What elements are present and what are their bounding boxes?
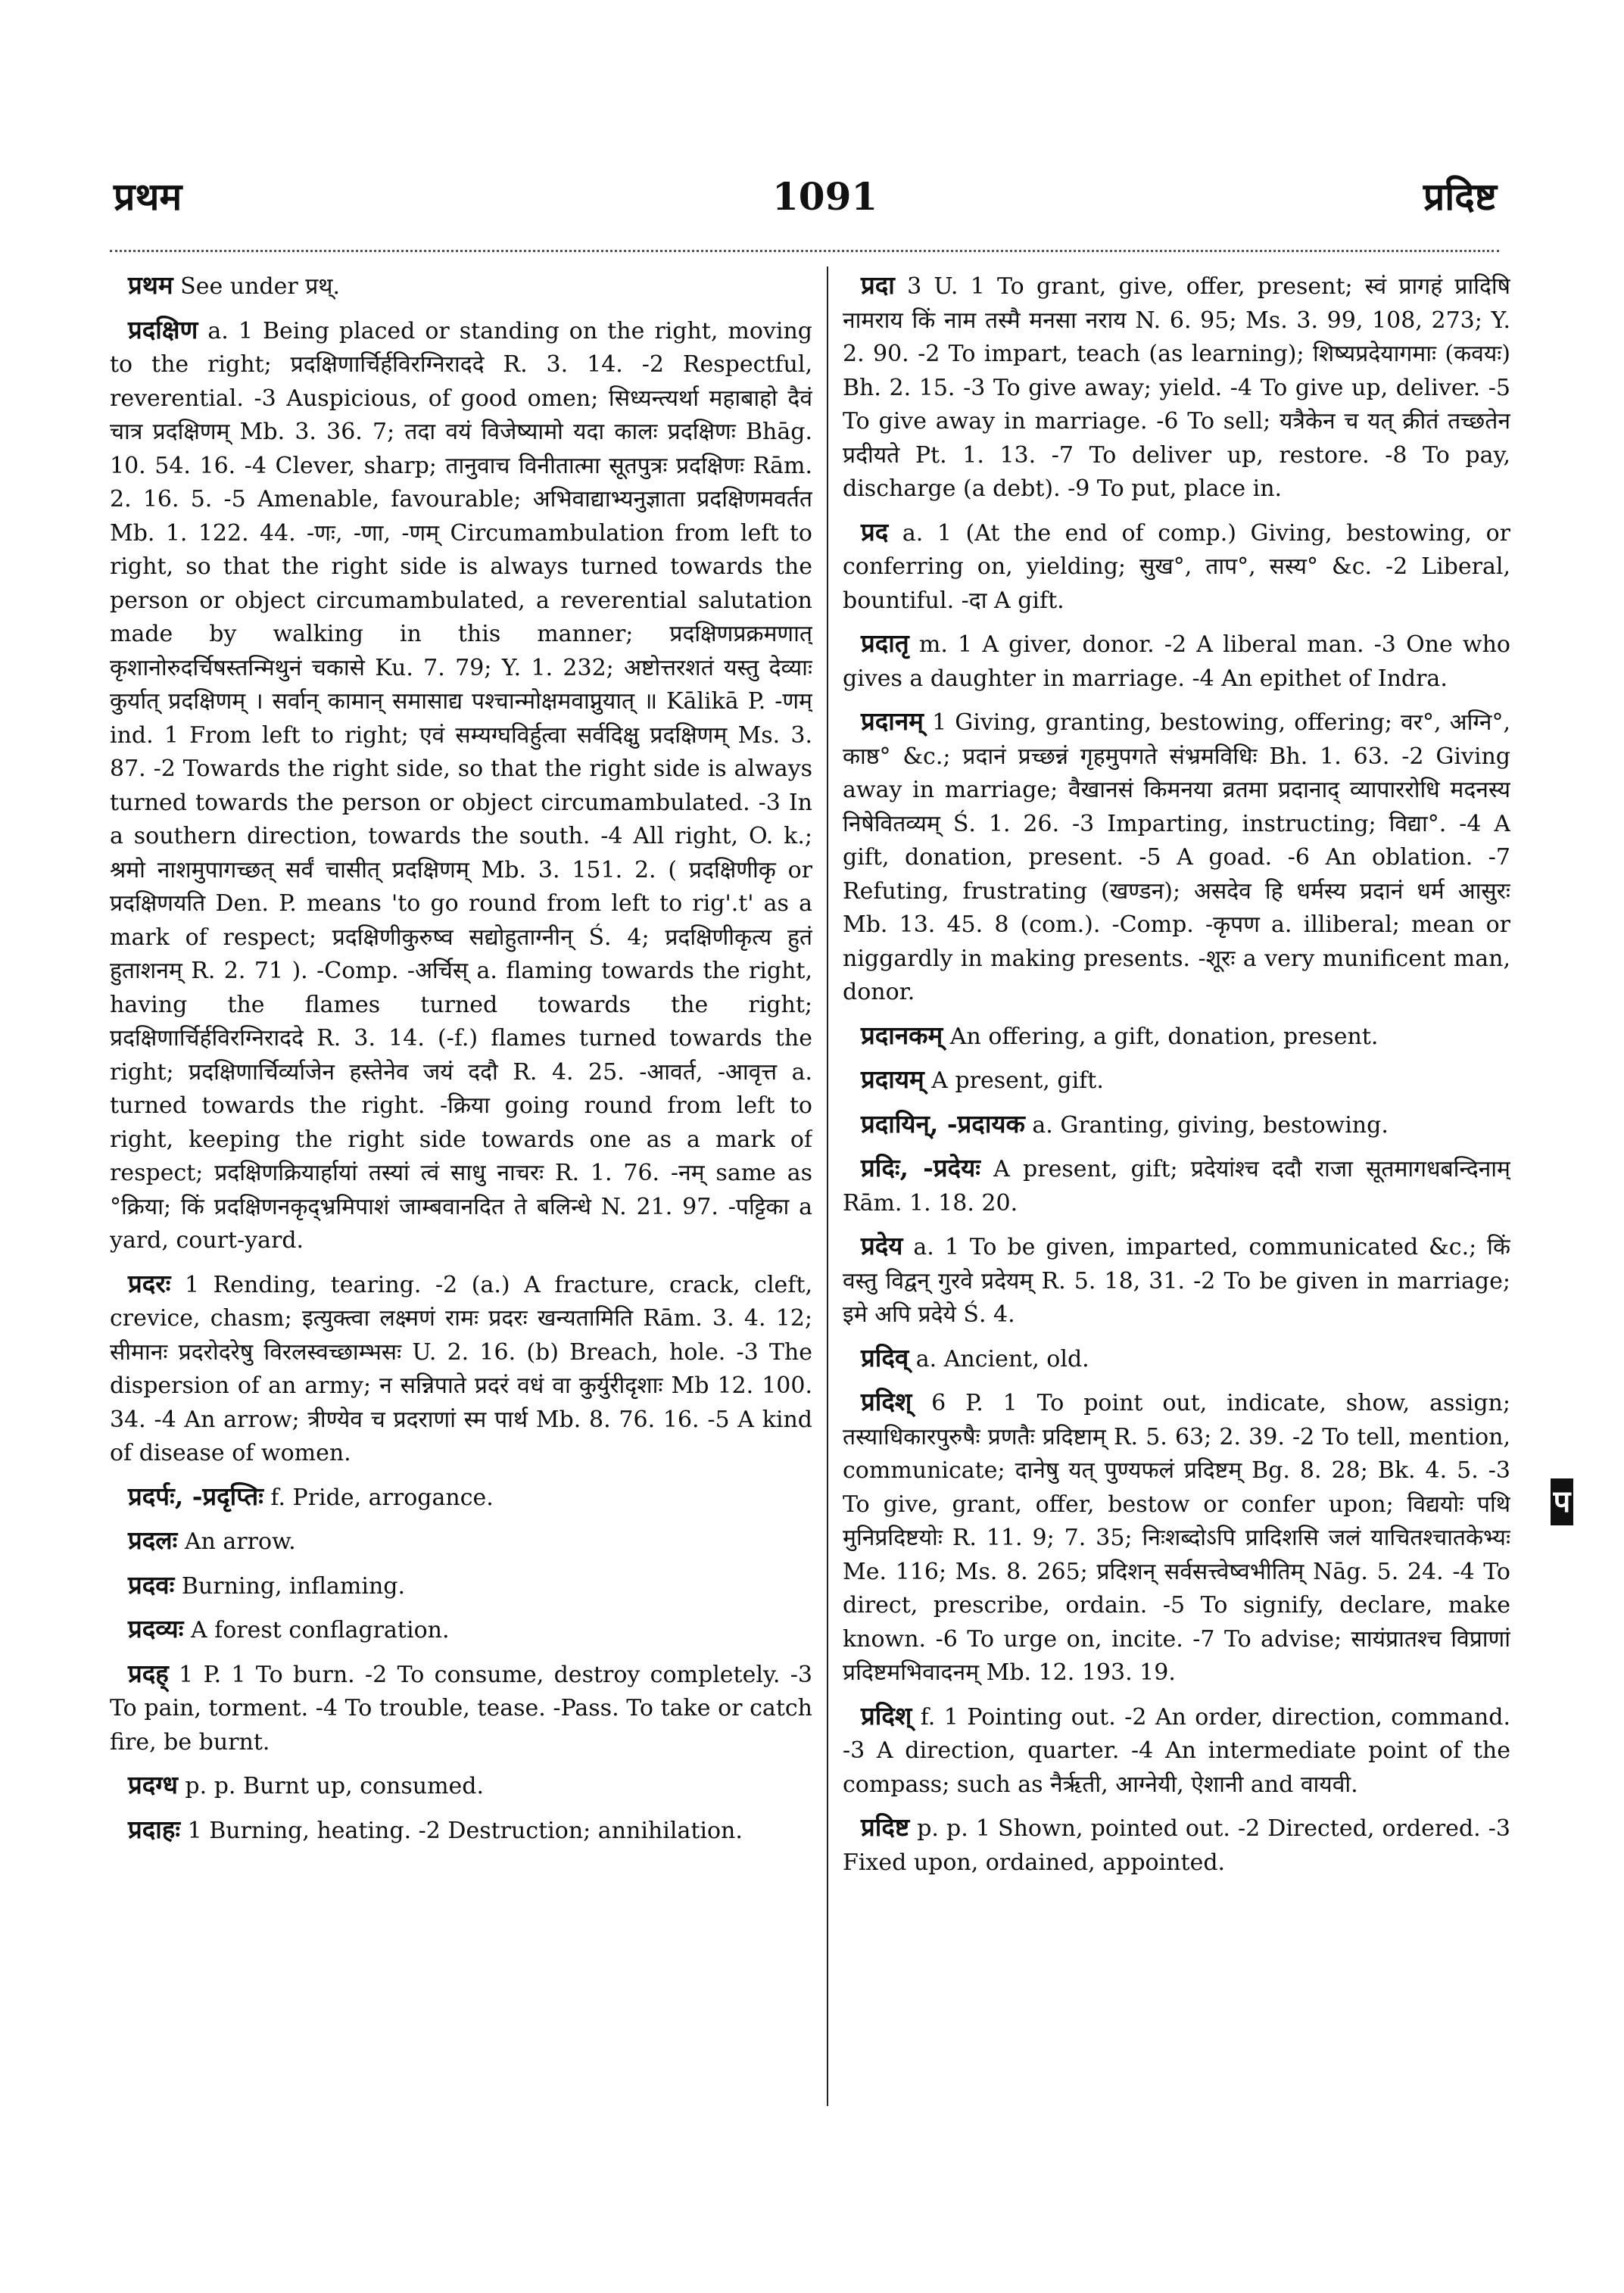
entry-definition: See under प्रथ्.: [180, 273, 341, 300]
entry-definition: a. 1 To be given, imparted, communicated &c.; किं वस्तु विद्वन् गुरवे प्रदेयम् R. 5. 18, 31. -2 To be given in marriage; इमे अपि प्रदेये Ś. 4.: [843, 1234, 1510, 1328]
entry-headword: प्रदह्: [128, 1658, 169, 1688]
dictionary-entry: [110, 1480, 812, 1516]
entry-headword: प्रदातृ: [861, 628, 909, 658]
entry-headword: प्रदलः: [128, 1525, 178, 1555]
entry-headword: प्रदिश्: [861, 1387, 912, 1416]
entry-definition: 1 P. 1 To burn. -2 To consume, destroy completely. -3 To pain, torment. -4 To trouble, tease. -Pass. To take or catch fire, be burnt.: [110, 1661, 812, 1756]
thumb-index-tab: प: [1551, 1478, 1573, 1525]
entry-definition: f. 1 Pointing out. -2 An order, direction, command. -3 A direction, quarter. -4 An intermediate point of the compass; such as नैर्ऋती, आग्नेयी, ऐशानी and वायवी.: [843, 1703, 1510, 1798]
entry-headword: प्रदानकम्: [861, 1020, 943, 1050]
dictionary-entry: [843, 516, 1510, 618]
entry-headword: प्रदाहः: [128, 1814, 181, 1844]
dictionary-entry: [843, 1108, 1510, 1143]
entry-headword: प्रदानम्: [861, 706, 924, 736]
page-number: 1091: [772, 174, 878, 219]
entry-headword: प्रदग्ध: [128, 1770, 178, 1799]
entry-definition: a. Granting, giving, bestowing.: [1032, 1111, 1389, 1139]
entry-definition: An offering, a gift, donation, present.: [949, 1023, 1379, 1050]
entry-headword: प्रदव्यः: [128, 1614, 184, 1643]
dictionary-entry: [110, 1813, 812, 1849]
dictionary-entry: [843, 1699, 1510, 1802]
entry-definition: a. 1 (At the end of comp.) Giving, bestowing, or conferring on, yielding; सुख°, ताप°, सस्य° &c. -2 Liberal, bountiful. -दा A gift.: [843, 519, 1510, 614]
header-divider: [110, 250, 1499, 252]
dictionary-entry: [110, 1569, 812, 1604]
dictionary-entry: [843, 1019, 1510, 1055]
left-column: [110, 269, 812, 2252]
entry-definition: p. p. Burnt up, consumed.: [185, 1773, 485, 1799]
entry-headword: प्रदा: [861, 270, 895, 300]
dictionary-entry: [843, 1063, 1510, 1098]
entry-headword: प्रदिः, -प्रदेयः: [861, 1153, 980, 1182]
entry-headword: प्रथम: [128, 270, 173, 300]
entry-definition: m. 1 A giver, donor. -2 A liberal man. -3 One who gives a daughter in marriage. -4 An epithet of Indra.: [843, 631, 1510, 692]
entry-headword: प्रदिश्: [861, 1700, 912, 1731]
entry-headword: प्रदर्पः, -प्रदृप्तिः: [128, 1481, 263, 1511]
entry-definition: Burning, inflaming.: [181, 1572, 406, 1600]
dictionary-entry: [110, 1524, 812, 1559]
dictionary-entry: [110, 1267, 812, 1471]
dictionary-entry: [110, 1657, 812, 1760]
entry-definition: A present, gift.: [931, 1067, 1104, 1094]
dictionary-entry: [843, 705, 1510, 1010]
dictionary-entry: [110, 269, 812, 304]
right-column: [843, 269, 1510, 2252]
entry-definition: 1 Rending, tearing. -2 (a.) A fracture, crack, cleft, crevice, chasm; इत्युक्त्वा लक्ष्मणं रामः प्रदरः खन्यतामिति Rām. 3. 4. 12; सीमानः प्रदरोदरेषु विरलस्वच्छाम्भसः U. 2. 16. (b) Breach, hole. -3 The dispersion of an army; न सन्निपाते प्रदरं वधं वा कुर्युरीदृशाः Mb 12. 100. 34. -4 An arrow; त्रीण्येव च प्रदराणां स्म पार्थ Mb. 8. 76. 16. -5 A kind of disease of women.: [110, 1271, 812, 1466]
entry-headword: प्रदवः: [128, 1569, 175, 1600]
dictionary-entry: [110, 313, 812, 1258]
dictionary-entry: [843, 1385, 1510, 1690]
entry-headword: प्रद: [861, 516, 889, 547]
dictionary-entry: [110, 1612, 812, 1648]
entry-headword: प्रदायम्: [861, 1064, 924, 1094]
entry-definition: A present, gift; प्रदेयांश्च ददौ राजा सूतमागधबन्दिनाम् Rām. 1. 18. 20.: [843, 1156, 1510, 1217]
entry-definition: 3 U. 1 To grant, give, offer, present; स्वं प्रागहं प्रादिषि नामराय किं नाम तस्मै मनसा नराय N. 6. 95; Ms. 3. 99, 108, 273; Y. 2. 90. -2 To impart, teach (as learning); शिष्यप्रदेयागमाः (कवयः) Bh. 2. 15. -3 To give away; yield. -4 To give up, deliver. -5 To give away in marriage. -6 To sell; यत्रैकेन च यत् क्रीतं तच्छतेन प्रदीयते Pt. 1. 13. -7 To deliver up, restore. -8 To pay, discharge (a debt). -9 To put, place in.: [843, 273, 1510, 502]
entry-headword: प्रदक्षिण: [128, 314, 198, 344]
entry-definition: A forest conflagration.: [190, 1617, 450, 1643]
entry-definition: An arrow.: [184, 1528, 296, 1555]
dictionary-entry: [843, 1151, 1510, 1220]
dictionary-entry: [843, 1341, 1510, 1377]
header-right-guide-word: प्रदिष्ट: [1423, 174, 1497, 219]
dictionary-entry: [843, 627, 1510, 696]
entry-definition: p. p. 1 Shown, pointed out. -2 Directed, ordered. -3 Fixed upon, ordained, appointed.: [843, 1815, 1510, 1876]
entry-headword: प्रदरः: [128, 1268, 171, 1298]
entry-definition: a. Ancient, old.: [915, 1345, 1089, 1372]
entry-definition: 1 Burning, heating. -2 Destruction; annihilation.: [187, 1817, 743, 1844]
dictionary-entry: [843, 269, 1510, 506]
dictionary-entry: [843, 1811, 1510, 1880]
dictionary-entry: [110, 1768, 812, 1804]
entry-definition: f. Pride, arrogance.: [270, 1484, 494, 1511]
entry-definition: a. 1 Being placed or standing on the right, moving to the right; प्रदक्षिणार्चिर्हविरग्निराददे R. 3. 14. -2 Respectful, reverential. -3 Auspicious, of good omen; सिध्यन्त्यर्था महाबाहो दैवं चात्र प्रदक्षिणम् Mb. 3. 36. 7; तदा वयं विजेष्यामो यदा कालः प्रदक्षिणः Bhāg. 10. 54. 16. -4 Clever, sharp; तानुवाच विनीतात्मा सूतपुत्रः प्रदक्षिणः Rām. 2. 16. 5. -5 Amenable, favourable; अभिवाद्याभ्यनुज्ञाता प्रदक्षिणमवर्तत Mb. 1. 122. 44. -णः, -णा, -णम् Circumambulation from left to right, so that the right side is always turned towards the person or object circumambulated, a reverential salutation made by walking in this manner; प्रदक्षिणप्रक्रमणात् कृशानोरुदर्चिषस्तन्मिथुनं चकासे Ku. 7. 79; Y. 1. 232; अष्टोत्तरशतं यस्तु देव्याः कुर्यात् प्रदक्षिणम् । सर्वान् कामान् समासाद्य पश्चान्मोक्षमवाप्नुयात् ॥ Kālikā P. -णम् ind. 1 From left to right; एवं सम्यग्घविर्हुत्वा सर्वदिक्षु प्रदक्षिणम् Ms. 3. 87. -2 Towards the right side, so that the right side is always turned towards the person or object circumambulated. -3 In a southern direction, towards the south. -4 All right, O. k.; श्रमो नाशमुपागच्छत् सर्वं चासीत् प्रदक्षिणम् Mb. 3. 151. 2. ( प्रदक्षिणीकृ or प्रदक्षिणयति Den. P. means 'to go round from left to rig'.t' as a mark of respect; प्रदक्षिणीकुरुष्व सद्योहुताग्नीन् Ś. 4; प्रदक्षिणीकृत्य हुतं हुताशनम् R. 2. 71 ). -Comp. -अर्चिस् a. flaming towards the right, having the flames turned towards the right; प्रदक्षिणार्चिर्हविरग्निराददे R. 3. 14. (-f.) flames turned towards the right; प्रदक्षिणार्चिर्व्याजेन हस्तेनेव जयं ददौ R. 4. 25. -आवर्त, -आवृत्त a. turned towards the right. -क्रिया going round from left to right, keeping the right side towards one as a mark of respect; प्रदक्षिणक्रियार्हायां तस्यां त्वं साधु नाचरः R. 1. 76. -नम् same as °क्रिया; किं प्रदक्षिणनकृद्भ्रमिपाशं जाम्बवानदित ते बलिन्धे N. 21. 97. -पट्टिका a yard, court-yard.: [110, 317, 812, 1254]
column-divider: [827, 266, 828, 2106]
entry-headword: प्रदिष्ट: [861, 1812, 910, 1842]
header-left-guide-word: प्रथम: [114, 174, 182, 219]
entry-headword: प्रदायिन्, -प्रदायक: [861, 1108, 1025, 1139]
entry-headword: प्रदेय: [861, 1231, 903, 1260]
entry-definition: 1 Giving, granting, bestowing, offering; वर°, अग्नि°, काष्ठ° &c.; प्रदानं प्रच्छन्नं गृहमुपगते संभ्रमविधिः Bh. 1. 63. -2 Giving away in marriage; वैखानसं किमनया व्रतमा प्रदानाद् व्यापाररोधि मदनस्य निषेवितव्यम् Ś. 1. 26. -3 Imparting, instructing; विद्या°. -4 A gift, donation, present. -5 A goad. -6 An oblation. -7 Refuting, frustrating (खण्डन); असदेव हि धर्मस्य प्रदानं धर्म आसुरः Mb. 13. 45. 8 (com.). -Comp. -कृपण a. illiberal; mean or niggardly in making presents. -शूरः a very munificent man, donor.: [843, 709, 1510, 1005]
dictionary-entry: [843, 1229, 1510, 1332]
entry-headword: प्रदिव्: [861, 1342, 909, 1372]
entry-definition: 6 P. 1 To point out, indicate, show, assign; तस्याधिकारपुरुषैः प्रणतैः प्रदिष्टाम् R. 5. 63; 2. 39. -2 To tell, mention, communicate; दानेषु यत् पुण्यफलं प्रदिष्टम् Bg. 8. 28; Bk. 4. 5. -3 To give, grant, offer, bestow or confer upon; विद्ययोः पथि मुनिप्रदिष्टयोः R. 11. 9; 7. 35; निःशब्दोऽपि प्रादिशसि जलं याचितश्चातकेभ्यः Me. 116; Ms. 8. 265; प्रदिशन् सर्वसत्त्वेष्वभीतिम् Nāg. 5. 24. -4 To direct, prescribe, ordain. -5 To signify, declare, make known. -6 To urge on, incite. -7 To advise; सायंप्रातश्च विप्राणां प्रदिष्टमभिवादनम् Mb. 12. 193. 19.: [843, 1390, 1510, 1686]
